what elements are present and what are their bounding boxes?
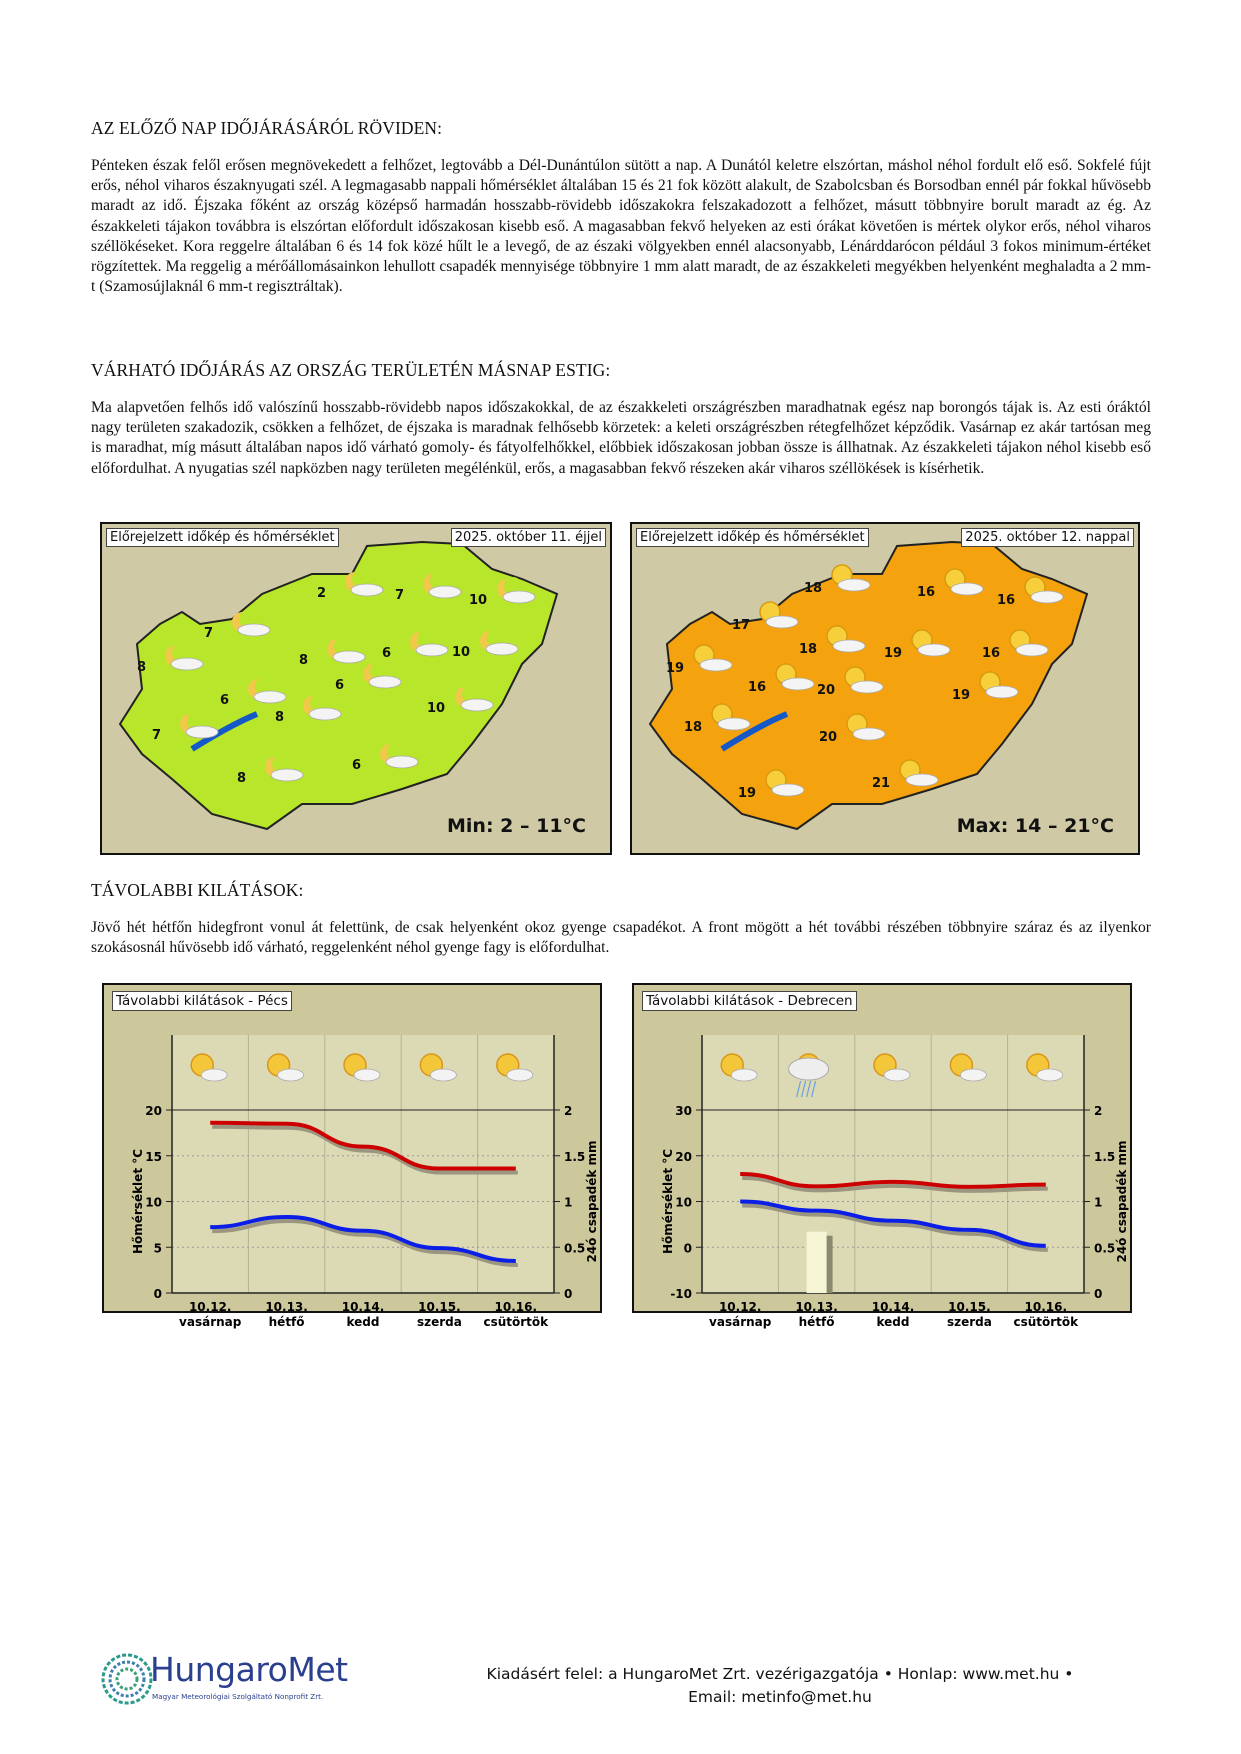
map-temperature: 6 xyxy=(352,758,362,773)
x-tick-label: 10.14. xyxy=(341,1300,385,1314)
chart-plot xyxy=(634,985,1130,1329)
y-axis-label: Hőmérséklet °C xyxy=(131,1148,145,1255)
x-day-label: csütörtök xyxy=(483,1315,549,1329)
map-temperature: 7 xyxy=(204,626,214,641)
y2-tick-label: 2 xyxy=(564,1104,573,1118)
x-day-label: kedd xyxy=(876,1315,910,1329)
map-temperature: 10 xyxy=(427,701,446,716)
section-text: Jövő hét hétfőn hidegfront vonul át felettünk, de csak helyenként okoz gyenge csapadékot. A front mögött a hét további részében többnyire száraz és az ilyenkor szokásosnál hűvösebb idő várható, reggelenként néhol gyenge fagy is előfordulhat. xyxy=(91,919,1151,957)
y2-tick-label: 0.5 xyxy=(564,1241,586,1256)
map-temperature: 16 xyxy=(997,593,1016,608)
map-temperature: 10 xyxy=(469,593,488,608)
x-tick-label: 10.14. xyxy=(871,1300,915,1314)
y-tick-label: 10 xyxy=(145,1195,162,1210)
map-date: 2025. október 11. éjjel xyxy=(451,528,606,547)
map-temperature: 8 xyxy=(137,660,147,675)
map-temperature: 2 xyxy=(317,586,327,601)
map-date: 2025. október 12. nappal xyxy=(961,528,1134,547)
chart-title: Távolabbi kilátások - Debrecen xyxy=(642,991,857,1011)
map-temperature: 19 xyxy=(952,688,971,703)
footer-imprint xyxy=(420,1663,1140,1709)
y-tick-label: 30 xyxy=(675,1104,692,1118)
outlook-chart-debrecen xyxy=(632,983,1132,1329)
x-tick-label: 10.15. xyxy=(948,1300,991,1314)
x-day-label: csütörtök xyxy=(1013,1315,1079,1329)
y2-tick-label: 1 xyxy=(1094,1195,1103,1210)
y2-tick-label: 1.5 xyxy=(564,1149,586,1164)
map-temperature: 8 xyxy=(299,653,309,668)
precip-bar xyxy=(807,1232,827,1293)
y-tick-label: 15 xyxy=(145,1149,162,1164)
map-temperature: 19 xyxy=(884,646,903,661)
map-temperature: 16 xyxy=(748,680,767,695)
x-day-label: vasárnap xyxy=(179,1315,242,1329)
x-tick-label: 10.12. xyxy=(188,1300,232,1314)
y-axis-label: Hőmérséklet °C xyxy=(661,1148,675,1255)
x-tick-label: 10.13. xyxy=(265,1300,308,1314)
x-day-label: kedd xyxy=(346,1315,380,1329)
map-temperature: 6 xyxy=(382,646,392,661)
y-tick-label: 10 xyxy=(675,1195,692,1210)
x-day-label: szerda xyxy=(946,1315,992,1329)
map-temperature: 21 xyxy=(872,776,891,791)
y2-axis-label: 24ó csapadék mm xyxy=(585,1140,599,1263)
map-graphic xyxy=(632,524,1138,853)
section-text: Ma alapvetően felhős idő valószínű hosszabb-rövidebb napos időszakokkal, de az északkeleti országrészben maradhatnak egész nap borongós tájak is. Az esti óráktól nagy területen szakadozik, csökken a felhőzet, de éjszaka is maradnak felhősebb körzetek: a keleti országrészben rétegfelhőzet képződik. Vasárnap ez akár tartósan meg is maradhat, míg másutt általában napos idő várható gomoly- és fátyolfelhőkkel, előbbiek időszakosan jobban össze is állhatnak. Az északkeleti tájakon néhol kisebb eső előfordulhat. A nyugatias szél napközben nagy területen megélénkül, erős, a magasabban fekvő részeken akár viharos széllökések is kísérhetik. xyxy=(91,399,1151,477)
logo-subtitle: Magyar Meteorológiai Szolgáltató Nonprofit Zrt. xyxy=(152,1692,324,1701)
y2-tick-label: 2 xyxy=(1094,1104,1103,1118)
outlook-chart-pecs xyxy=(102,983,602,1329)
section-title: AZ ELŐZŐ NAP IDŐJÁRÁSÁRÓL RÖVIDEN: xyxy=(91,118,443,138)
forecast-map-night xyxy=(100,522,612,855)
map-temperature: 10 xyxy=(452,645,471,660)
y-tick-label: 20 xyxy=(145,1104,162,1118)
map-temperature: 8 xyxy=(237,771,247,786)
hungaromet-logo xyxy=(100,1650,360,1710)
map-title: Előrejelzett időkép és hőmérséklet xyxy=(636,528,869,547)
y2-tick-label: 1 xyxy=(564,1195,573,1210)
map-temperature: 7 xyxy=(152,728,162,743)
logo-name: HungaroMet xyxy=(150,1650,348,1689)
map-temperature: 20 xyxy=(817,683,836,698)
y-tick-label: 5 xyxy=(153,1241,162,1256)
map-temperature: 17 xyxy=(732,618,751,633)
y2-tick-label: 0 xyxy=(1094,1287,1103,1301)
map-temperature: 6 xyxy=(335,678,345,693)
map-range: Min: 2 – 11°C xyxy=(447,815,586,837)
map-temperature: 20 xyxy=(819,730,838,745)
map-graphic xyxy=(102,524,610,853)
x-tick-label: 10.16. xyxy=(494,1300,538,1314)
map-temperature: 18 xyxy=(804,581,823,596)
chart-title: Távolabbi kilátások - Pécs xyxy=(112,991,292,1011)
y-tick-label: 20 xyxy=(675,1149,692,1164)
y2-tick-label: 1.5 xyxy=(1094,1149,1116,1164)
map-title: Előrejelzett időkép és hőmérséklet xyxy=(106,528,339,547)
map-temperature: 19 xyxy=(666,661,685,676)
map-temperature: 18 xyxy=(684,720,703,735)
footer-line-1: Kiadásért felel: a HungaroMet Zrt. vezérigazgatója • Honlap: www.met.hu • xyxy=(486,1665,1074,1683)
y2-axis-label: 24ó csapadék mm xyxy=(1115,1140,1129,1263)
x-day-label: vasárnap xyxy=(709,1315,772,1329)
x-tick-label: 10.13. xyxy=(795,1300,838,1314)
x-day-label: szerda xyxy=(416,1315,462,1329)
map-temperature: 6 xyxy=(220,693,230,708)
map-range: Max: 14 – 21°C xyxy=(956,815,1114,837)
x-tick-label: 10.16. xyxy=(1024,1300,1068,1314)
section-title: VÁRHATÓ IDŐJÁRÁS AZ ORSZÁG TERÜLETÉN MÁSNAP ESTIG: xyxy=(91,360,611,380)
y-tick-label: 0 xyxy=(683,1241,692,1256)
y2-tick-label: 0 xyxy=(564,1287,573,1301)
forecast-map-day xyxy=(630,522,1140,855)
chart-plot xyxy=(104,985,600,1329)
map-temperature: 8 xyxy=(275,710,285,725)
x-day-label: hétfő xyxy=(268,1315,305,1329)
footer-line-2: Email: metinfo@met.hu xyxy=(688,1688,872,1706)
map-temperature: 16 xyxy=(917,585,936,600)
map-temperature: 16 xyxy=(982,646,1001,661)
map-temperature: 7 xyxy=(395,588,405,603)
x-tick-label: 10.15. xyxy=(418,1300,461,1314)
y-tick-label: -10 xyxy=(670,1287,692,1301)
section-text: Pénteken észak felől erősen megnövekedett a felhőzet, legtovább a Dél-Dunántúlon sütött a nap. A Dunától keletre elszórtan, máshol néhol fordult elő eső. Sokfelé fújt erős, néhol viharos északnyugati szél. A legmagasabb nappali hőmérséklet általában 15 és 21 fok között alakult, de Szabolcsban és Borsodban ennél pár fokkal hűvösebb maradt az idő. Éjszaka főként az ország középső harmadán hosszabb-rövidebb időszakokra felszakadozott a felhőzet, másutt többnyire borult maradt az ég. Az északkeleti tájakon továbbra is elszórtan előfordult időszakosan kisebb eső. A magasabban fekvő helyeken az esti órákat követően is mértek olykor erős, néhol viharos széllökéseket. Kora reggelre általában 6 és 14 fok közé hűlt le a levegő, de az északi völgyekben ennél alacsonyabb, Lénárddarócon például 3 fokos minimum-értéket rögzítettek. Ma reggelig a mérőállomásainkon lehullott csapadék mennyisége többnyire 1 mm alatt maradt, de az északkeleti megyékben helyenként meghaladta a 2 mm-t (Szamosújlaknál 6 mm-t regisztráltak). xyxy=(91,157,1151,296)
y-tick-label: 0 xyxy=(153,1287,162,1301)
map-temperature: 19 xyxy=(738,786,757,801)
map-temperature: 18 xyxy=(799,642,818,657)
logo-swirl-icon xyxy=(100,1652,154,1706)
x-tick-label: 10.12. xyxy=(718,1300,762,1314)
section-title: TÁVOLABBI KILÁTÁSOK: xyxy=(91,880,304,900)
x-day-label: hétfő xyxy=(798,1315,835,1329)
y2-tick-label: 0.5 xyxy=(1094,1241,1116,1256)
